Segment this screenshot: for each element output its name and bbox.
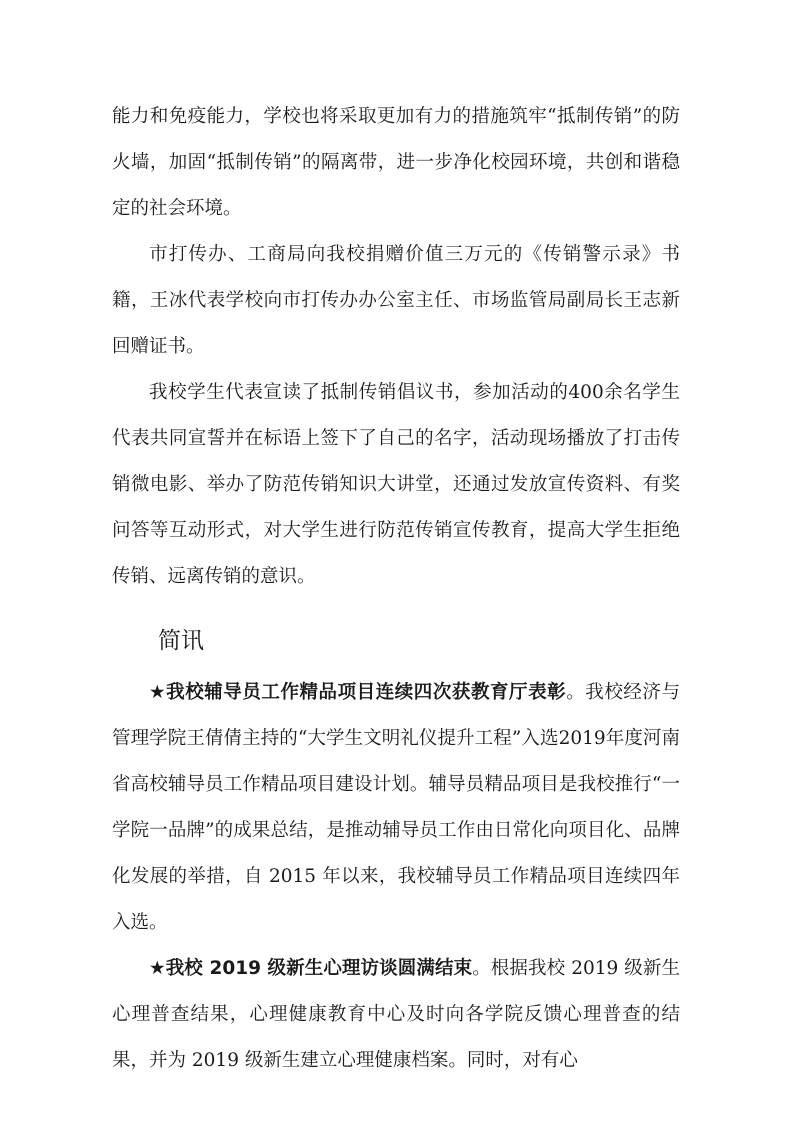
article-paragraph-2: 市打传办、工商局向我校捐赠价值三万元的《传销警示录》书籍，王冰代表学校向市打传办办公室主任、市场监管局副局长王志新回赠证书。 <box>112 244 680 357</box>
article-paragraph-1: 能力和免疫能力，学校也将采取更加有力的措施筑牢“抵制传销”的防火墙，加固“抵制传销”的隔离带，进一步净化校园环境，共创和谐稳定的社会环境。 <box>112 106 680 219</box>
page-content <box>112 94 680 1084</box>
brief-section-heading: 简讯 <box>158 628 204 654</box>
star-icon: ★ <box>149 958 166 979</box>
brief-item-2-lead: 我校 2019 级新生心理访谈圆满结束 <box>165 958 473 979</box>
brief-item-1 <box>112 670 680 946</box>
article-paragraph-3: 我校学生代表宣读了抵制传销倡议书，参加活动的400余名学生代表共同宣誓并在标语上签下了自己的名字，活动现场播放了打击传销微电影、举办了防范传销知识大讲堂，还通过发放宣传资料、有奖问答等互动形式，对大学生进行防范传销宣传教育，提高大学生拒绝传销、远离传销的意识。 <box>112 382 680 587</box>
brief-item-1-body: 。我校经济与管理学院王倩倩主持的“大学生文明礼仪提升工程”入选2019年度河南省高校辅导员工作精品项目建设计划。辅导员精品项目是我校推行“一学院一品牌”的成果总结，是推动辅导员工作由日常化向项目化、品牌化发展的举措，自 2015 年以来，我校辅导员工作精品项目连续四年入选。 <box>112 682 680 933</box>
brief-item-2 <box>112 946 680 1084</box>
brief-item-2-body: 。根据我校 2019 级新生心理普查结果，心理健康教育中心及时向各学院反馈心理普查的结果，并为 2019 级新生建立心理健康档案。同时，对有心 <box>112 958 680 1071</box>
star-icon: ★ <box>149 682 167 703</box>
section-gap <box>112 600 680 606</box>
brief-item-1-lead: 我校辅导员工作精品项目连续四次获教育厅表彰 <box>166 682 567 703</box>
